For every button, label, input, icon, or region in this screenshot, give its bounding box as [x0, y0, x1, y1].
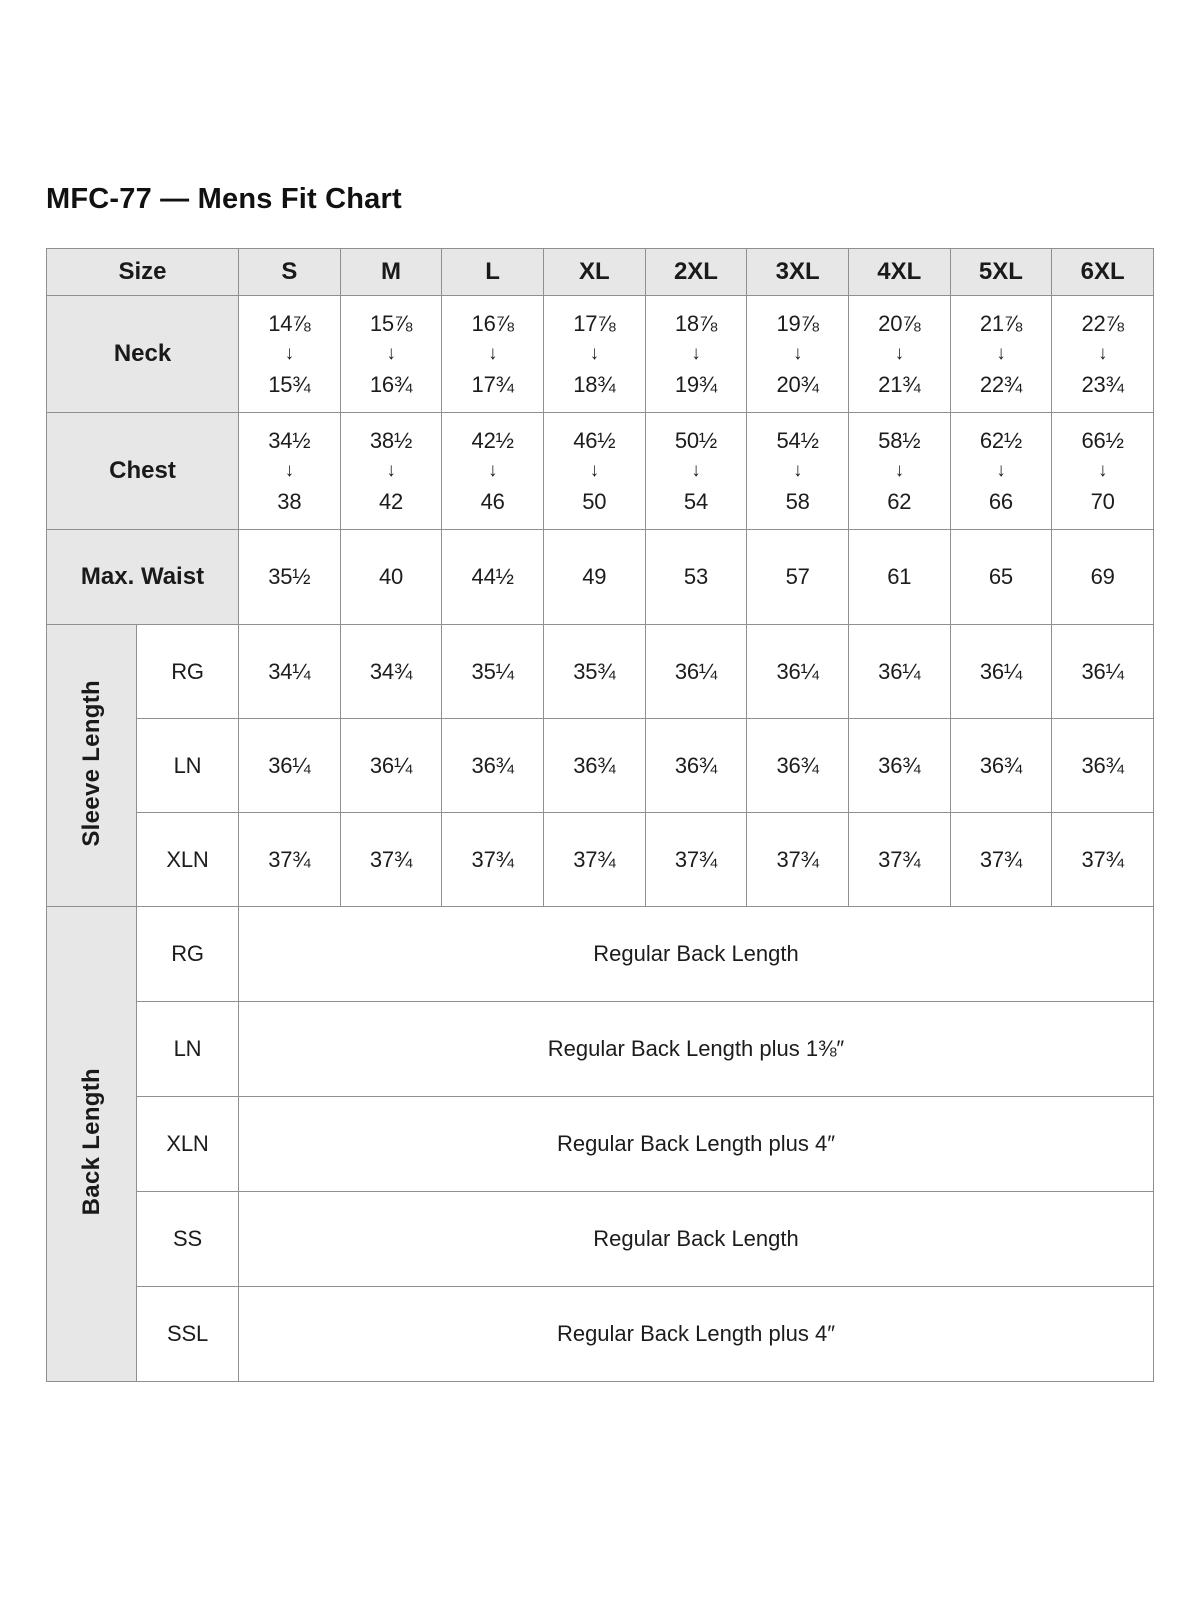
- back-variant-label: SSL: [137, 1287, 239, 1382]
- sleeve-value-cell: 37¾: [543, 813, 645, 907]
- back-variant-label: RG: [137, 907, 239, 1002]
- sleeve-value-cell: 36¼: [950, 625, 1052, 719]
- down-arrow-icon: ↓: [792, 343, 803, 365]
- back-length-description: Regular Back Length: [239, 1192, 1154, 1287]
- down-arrow-icon: ↓: [284, 460, 294, 482]
- sleeve-value-cell: 36¾: [645, 719, 747, 813]
- max-waist-cell: 69: [1052, 530, 1154, 625]
- chest-range-cell: [340, 413, 442, 530]
- chest-range-cell: [950, 413, 1052, 530]
- max-waist-row-label: Max. Waist: [47, 530, 239, 625]
- column-header-l: L: [442, 249, 544, 296]
- chest-range-cell: [645, 413, 747, 530]
- sleeve-value-cell: 36¼: [239, 719, 341, 813]
- max-waist-cell: 61: [848, 530, 950, 625]
- neck-from-value: 22⅞: [1081, 311, 1124, 337]
- chest-range-cell: [848, 413, 950, 530]
- sleeve-variant-label: XLN: [137, 813, 239, 907]
- sleeve-value-cell: 36¾: [848, 719, 950, 813]
- max-waist-row: [47, 530, 1154, 625]
- neck-to-value: 16¾: [369, 371, 413, 397]
- max-waist-cell: 40: [340, 530, 442, 625]
- neck-to-value: 18¾: [573, 371, 616, 397]
- down-arrow-icon: ↓: [284, 343, 294, 365]
- down-arrow-icon: ↓: [589, 343, 599, 365]
- neck-from-value: 21⅞: [979, 311, 1023, 337]
- sleeve-value-cell: 36¾: [442, 719, 544, 813]
- sleeve-value-cell: 36¾: [1052, 719, 1154, 813]
- sleeve-value-cell: 36¼: [1052, 625, 1154, 719]
- down-arrow-icon: ↓: [894, 460, 904, 482]
- sleeve-length-group-cell: [47, 625, 137, 907]
- chest-range-cell: [442, 413, 544, 530]
- chest-row: [47, 413, 1154, 530]
- neck-range-cell: [543, 296, 645, 413]
- neck-range-cell: [747, 296, 849, 413]
- back-length-description: Regular Back Length plus 1⅜″: [239, 1002, 1154, 1097]
- chest-to-value: 42: [378, 488, 404, 514]
- size-header-row: [47, 249, 1154, 296]
- neck-row-label: Neck: [47, 296, 239, 413]
- sleeve-value-cell: 35¼: [442, 625, 544, 719]
- down-arrow-icon: ↓: [487, 460, 498, 482]
- neck-to-value: 23¾: [1081, 371, 1124, 397]
- down-arrow-icon: ↓: [996, 343, 1006, 365]
- down-arrow-icon: ↓: [894, 343, 904, 365]
- chest-from-value: 50½: [674, 428, 718, 454]
- mens-fit-chart-table: [46, 248, 1154, 1382]
- chest-range-cell: [543, 413, 645, 530]
- chest-to-value: 58: [785, 488, 810, 514]
- sleeve-variant-label: LN: [137, 719, 239, 813]
- sleeve-value-cell: 37¾: [340, 813, 442, 907]
- chest-to-value: 70: [1090, 488, 1115, 514]
- sleeve-value-cell: 35¾: [543, 625, 645, 719]
- neck-range-cell: [950, 296, 1052, 413]
- sleeve-value-cell: 36¼: [340, 719, 442, 813]
- chest-from-value: 46½: [573, 428, 616, 454]
- sleeve-xln-row: [47, 813, 1154, 907]
- chest-to-value: 50: [582, 488, 607, 514]
- chest-from-value: 42½: [471, 428, 514, 454]
- chest-from-value: 62½: [979, 428, 1023, 454]
- back-length-group-label: Back Length: [77, 1067, 105, 1216]
- max-waist-cell: 53: [645, 530, 747, 625]
- column-header-3xl: 3XL: [747, 249, 849, 296]
- chest-from-value: 54½: [776, 428, 819, 454]
- neck-range-cell: [442, 296, 544, 413]
- sleeve-value-cell: 37¾: [1052, 813, 1154, 907]
- neck-from-value: 19⅞: [776, 311, 819, 337]
- chest-from-value: 58½: [878, 428, 921, 454]
- sleeve-value-cell: 36¾: [543, 719, 645, 813]
- chest-to-value: 54: [683, 488, 708, 514]
- chest-from-value: 38½: [369, 428, 413, 454]
- back-rg-row: [47, 907, 1154, 1002]
- sleeve-value-cell: 36¼: [747, 625, 849, 719]
- column-header-4xl: 4XL: [848, 249, 950, 296]
- column-header-6xl: 6XL: [1052, 249, 1154, 296]
- down-arrow-icon: ↓: [792, 460, 803, 482]
- chest-from-value: 34½: [268, 428, 311, 454]
- neck-to-value: 20¾: [776, 371, 819, 397]
- back-variant-label: XLN: [137, 1097, 239, 1192]
- sleeve-variant-label: RG: [137, 625, 239, 719]
- down-arrow-icon: ↓: [386, 460, 396, 482]
- back-length-description: Regular Back Length: [239, 907, 1154, 1002]
- neck-range-cell: [645, 296, 747, 413]
- page-title: MFC-77 — Mens Fit Chart: [46, 183, 402, 215]
- sleeve-value-cell: 37¾: [848, 813, 950, 907]
- chest-to-value: 46: [480, 488, 505, 514]
- neck-from-value: 20⅞: [878, 311, 921, 337]
- down-arrow-icon: ↓: [487, 343, 498, 365]
- neck-from-value: 18⅞: [674, 311, 718, 337]
- sleeve-value-cell: 36¾: [747, 719, 849, 813]
- down-arrow-icon: ↓: [386, 343, 396, 365]
- neck-range-cell: [239, 296, 341, 413]
- back-ssl-row: [47, 1287, 1154, 1382]
- max-waist-cell: 44½: [442, 530, 544, 625]
- sleeve-value-cell: 37¾: [950, 813, 1052, 907]
- back-variant-label: SS: [137, 1192, 239, 1287]
- column-header-5xl: 5XL: [950, 249, 1052, 296]
- sleeve-value-cell: 34¾: [340, 625, 442, 719]
- neck-range-cell: [848, 296, 950, 413]
- neck-to-value: 15¾: [268, 371, 311, 397]
- neck-from-value: 17⅞: [573, 311, 616, 337]
- back-xln-row: [47, 1097, 1154, 1192]
- max-waist-cell: 49: [543, 530, 645, 625]
- sleeve-value-cell: 37¾: [239, 813, 341, 907]
- column-header-xl: XL: [543, 249, 645, 296]
- chest-row-label: Chest: [47, 413, 239, 530]
- back-variant-label: LN: [137, 1002, 239, 1097]
- back-length-description: Regular Back Length plus 4″: [239, 1097, 1154, 1192]
- back-ln-row: [47, 1002, 1154, 1097]
- sleeve-value-cell: 36¾: [950, 719, 1052, 813]
- down-arrow-icon: ↓: [691, 343, 701, 365]
- size-header-label: Size: [47, 249, 239, 296]
- sleeve-length-group-label: Sleeve Length: [77, 679, 105, 847]
- back-length-group-cell: [47, 907, 137, 1382]
- down-arrow-icon: ↓: [691, 460, 701, 482]
- max-waist-cell: 57: [747, 530, 849, 625]
- sleeve-value-cell: 37¾: [442, 813, 544, 907]
- chest-to-value: 38: [277, 488, 302, 514]
- column-header-s: S: [239, 249, 341, 296]
- chest-to-value: 62: [887, 488, 912, 514]
- chest-range-cell: [747, 413, 849, 530]
- neck-from-value: 14⅞: [268, 311, 311, 337]
- neck-range-cell: [340, 296, 442, 413]
- sleeve-value-cell: 34¼: [239, 625, 341, 719]
- neck-range-cell: [1052, 296, 1154, 413]
- neck-from-value: 15⅞: [369, 311, 413, 337]
- down-arrow-icon: ↓: [1097, 460, 1108, 482]
- max-waist-cell: 65: [950, 530, 1052, 625]
- neck-to-value: 19¾: [674, 371, 718, 397]
- chest-range-cell: [239, 413, 341, 530]
- chest-range-cell: [1052, 413, 1154, 530]
- max-waist-cell: 35½: [239, 530, 341, 625]
- sleeve-ln-row: [47, 719, 1154, 813]
- sleeve-value-cell: 37¾: [747, 813, 849, 907]
- back-ss-row: [47, 1192, 1154, 1287]
- back-length-description: Regular Back Length plus 4″: [239, 1287, 1154, 1382]
- neck-to-value: 21¾: [878, 371, 921, 397]
- sleeve-value-cell: 36¼: [645, 625, 747, 719]
- down-arrow-icon: ↓: [996, 460, 1006, 482]
- sleeve-value-cell: 37¾: [645, 813, 747, 907]
- neck-from-value: 16⅞: [471, 311, 514, 337]
- down-arrow-icon: ↓: [589, 460, 599, 482]
- neck-to-value: 17¾: [471, 371, 514, 397]
- column-header-m: M: [340, 249, 442, 296]
- column-header-2xl: 2XL: [645, 249, 747, 296]
- sleeve-rg-row: [47, 625, 1154, 719]
- chest-from-value: 66½: [1081, 428, 1124, 454]
- neck-row: [47, 296, 1154, 413]
- neck-to-value: 22¾: [979, 371, 1023, 397]
- sleeve-value-cell: 36¼: [848, 625, 950, 719]
- down-arrow-icon: ↓: [1097, 343, 1108, 365]
- chest-to-value: 66: [988, 488, 1013, 514]
